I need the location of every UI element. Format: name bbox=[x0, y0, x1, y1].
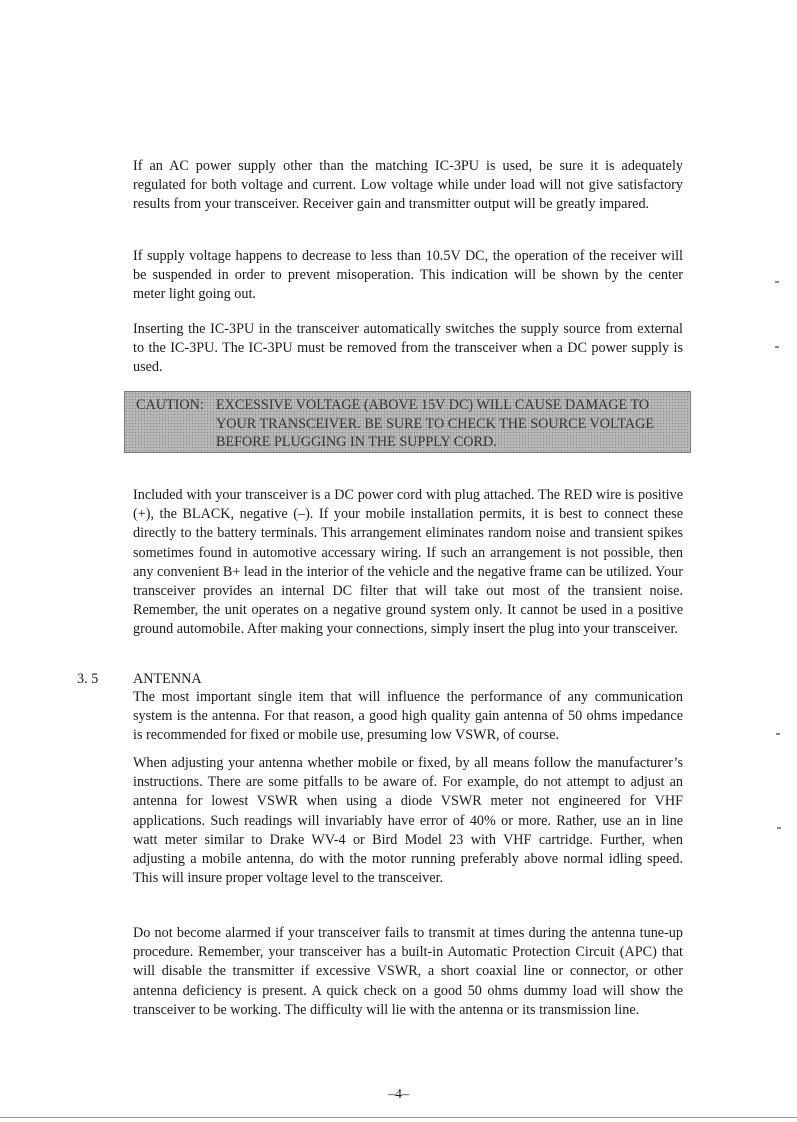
paragraph-antenna-tuneup: Do not become alarmed if your transceiver fails to transmit at times during the antenna tune-up procedure. Remember, your transceiver has a built-in Automatic Protection Circuit (APC) that will disable the transmitter if excessive VSWR, a short coaxial line or connector, or other antenna deficiency is present. A quick check on a good 50 ohms dummy load will show the transceiver to be working. The difficulty will lie with the antenna or its transmission line. bbox=[133, 925, 683, 1018]
margin-mark bbox=[775, 346, 779, 348]
caution-line-3: BEFORE PLUGGING IN THE SUPPLY CORD. bbox=[216, 434, 497, 450]
margin-mark bbox=[776, 733, 780, 735]
paragraph-antenna-adjusting: When adjusting your antenna whether mobile or fixed, by all means follow the manufacturer’s instructions. There are some pitfalls to be aware of. For example, do not attempt to adjust an antenna for lowest VSWR when using a diode VSWR meter not engineered for VHF applications. Such readings will invariably have error of 40% or more. Rather, use an in line watt meter similar to Drake WV-4 or Bird Model 23 with VHF cartridge. Further, when adjusting a mobile antenna, do with the motor running preferably above normal idling speed. This will insure proper voltage level to the transceiver. bbox=[133, 755, 683, 887]
paragraph-supply-voltage: If supply voltage happens to decrease to less than 10.5V DC, the operation of the receiver will be suspended in order to prevent misoperation. This indication will be shown by the center meter light going out. bbox=[133, 248, 683, 303]
margin-mark bbox=[777, 827, 781, 829]
margin-mark bbox=[775, 281, 779, 283]
paragraph-antenna-importance: The most important single item that will influence the performance of any communication system is the antenna. For that reason, a good high quality gain antenna of 50 ohms impedance is recommended for fixed or mobile use, presuming low VSWR, of course. bbox=[133, 689, 683, 744]
section-number: 3. 5 bbox=[77, 671, 99, 687]
section-title: ANTENNA bbox=[133, 671, 202, 687]
page-number: –4– bbox=[388, 1087, 409, 1102]
paragraph-ac-power-supply: If an AC power supply other than the matching IC-3PU is used, be sure it is adequately regulated for both voltage and current. Low voltage while under load will not give satisfactory results from your transceiver. Receiver gain and transmitter output will be greatly impared. bbox=[133, 158, 683, 213]
footer-rule bbox=[0, 1117, 797, 1118]
caution-box bbox=[124, 391, 691, 453]
caution-line-2: YOUR TRANSCEIVER. BE SURE TO CHECK THE SOURCE VOLTAGE bbox=[216, 415, 655, 432]
caution-line-1: EXCESSIVE VOLTAGE (ABOVE 15V DC) WILL CAUSE DAMAGE TO bbox=[216, 397, 650, 413]
caution-label: CAUTION: bbox=[136, 397, 204, 413]
paragraph-ic3pu-insert: Inserting the IC-3PU in the transceiver automatically switches the supply source from external to the IC-3PU. The IC-3PU must be removed from the transceiver when a DC power supply is used. bbox=[133, 321, 683, 376]
paragraph-dc-power-cord: Included with your transceiver is a DC power cord with plug attached. The RED wire is positive (+), the BLACK, negative (–). If your mobile installation permits, it is best to connect these directly to the battery terminals. This arrangement eliminates random noise and transient spikes sometimes found in automotive accessary wiring. If such an arrangement is not possible, then any convenient B+ lead in the interior of the vehicle and the negative frame can be utilized. Your transceiver provides an internal DC filter that will take out most of the transient noise. Remember, the unit operates on a negative ground system only. It cannot be used in a positive ground automobile. After making your connections, simply insert the plug into your transceiver. bbox=[133, 487, 683, 638]
